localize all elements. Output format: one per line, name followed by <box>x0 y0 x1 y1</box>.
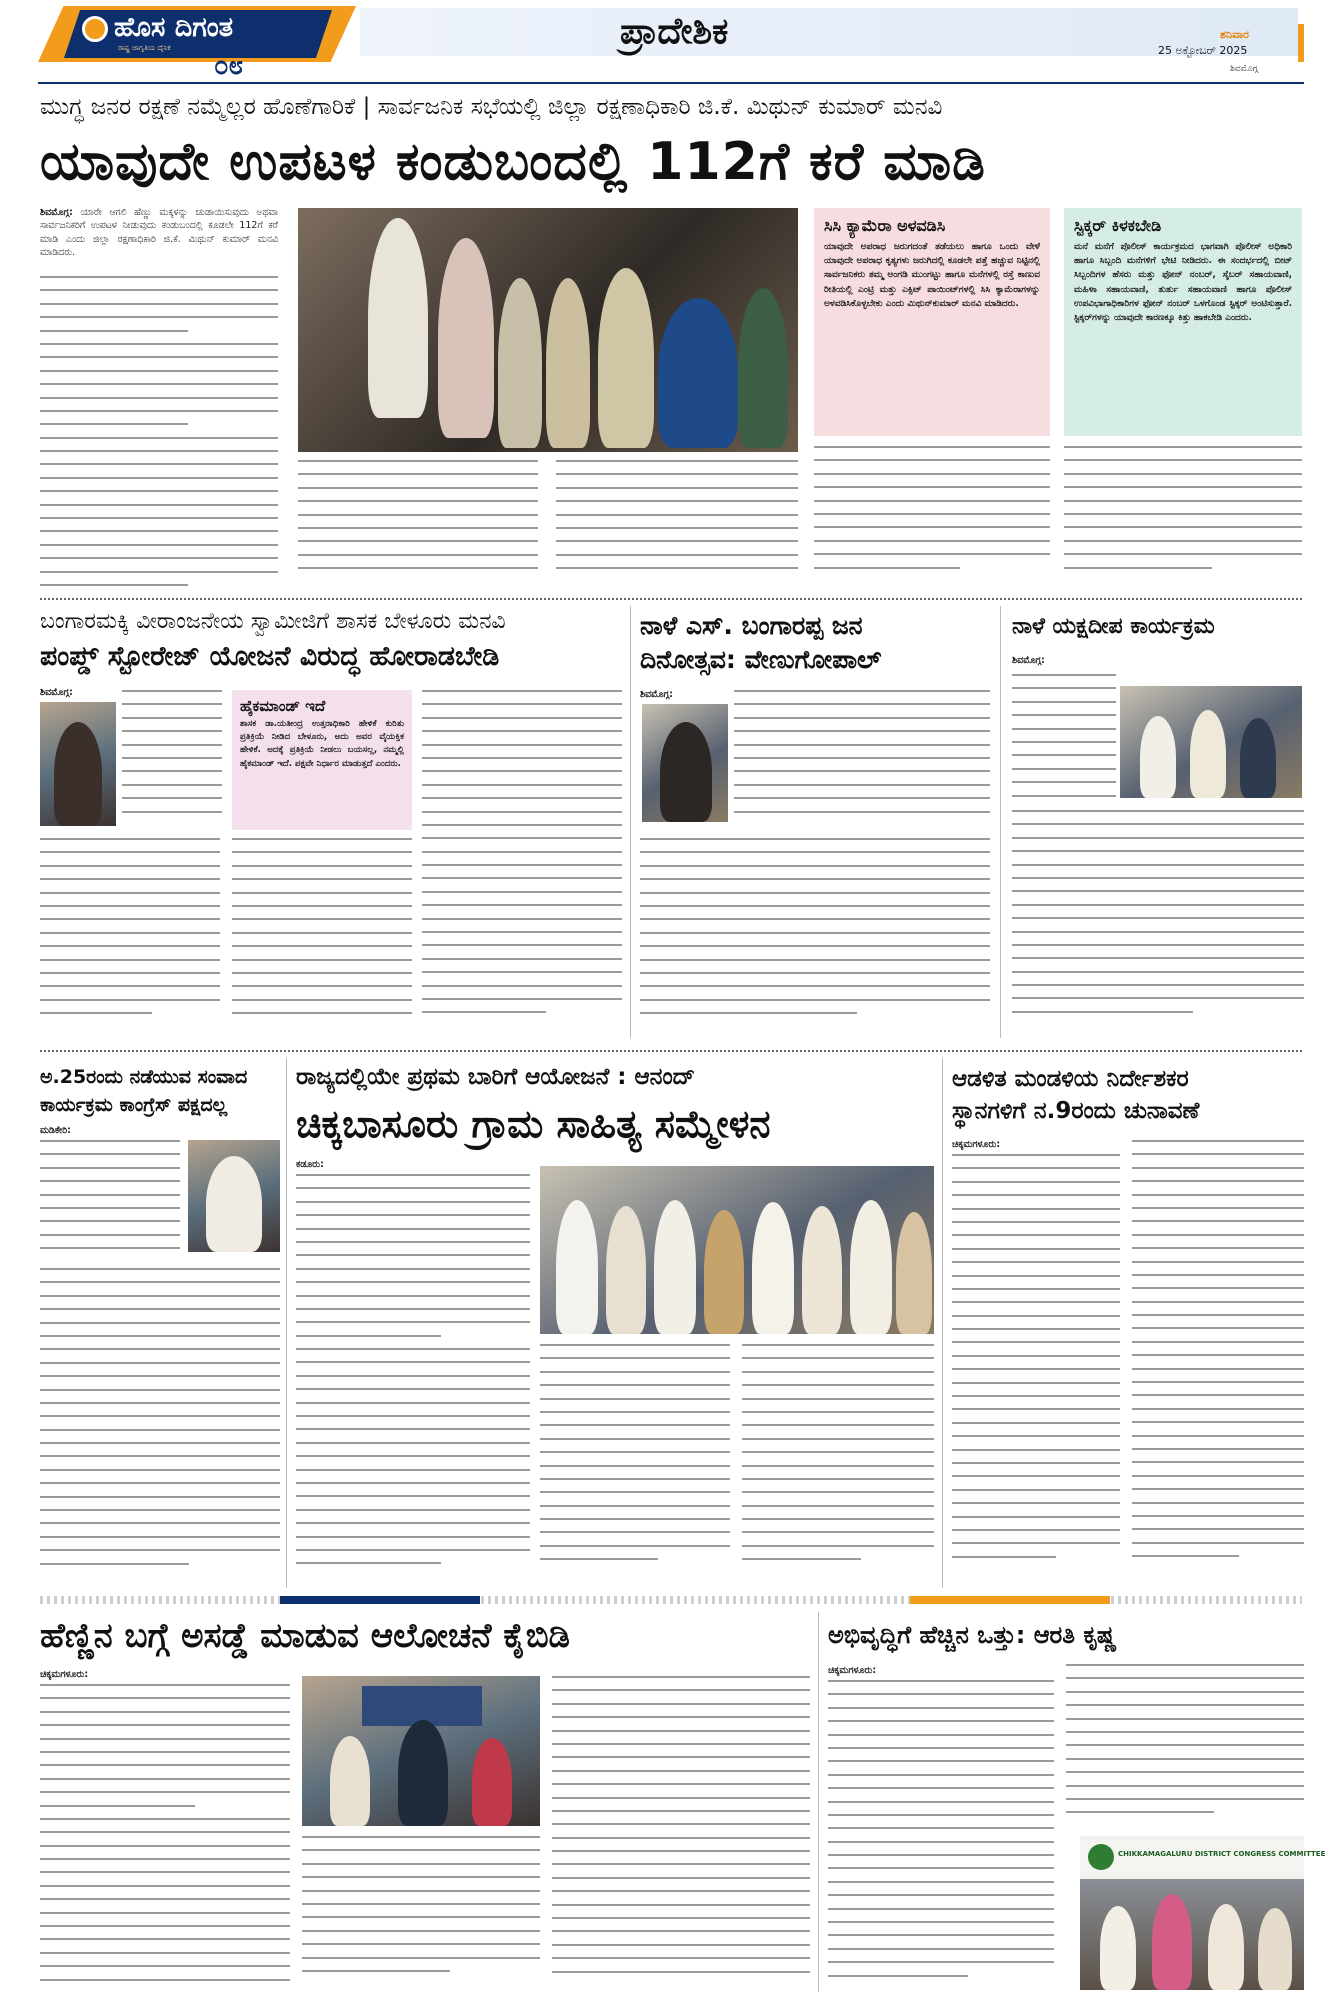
city-label: ಶಿವಮೊಗ್ಗ <box>1230 64 1258 74</box>
lead-kicker: ಮುಗ್ಧ ಜನರ ರಕ್ಷಣೆ ನಮ್ಮೆಲ್ಲರ ಹೊಣೆಗಾರಿಕೆ | ಸಾರ್ವಜನಿಕ ಸಭೆಯಲ್ಲಿ ಜಿಲ್ಲಾ ರಕ್ಷಣಾಧಿಕಾರಿ ಜಿ.ಕೆ. ಮಿಥುನ್ ಕುಮಾರ್ ಮನವಿ <box>40 94 943 120</box>
bangarappa-headline-2: ದಿನೋತ್ಸವ: ವೇಣುಗೋಪಾಲ್ <box>640 645 882 674</box>
divider-1 <box>40 598 1302 600</box>
pump-box-body: ಶಾಸಕ ಡಾ.ಯತೀಂದ್ರ ಉತ್ತರಾಧಿಕಾರಿ ಹೇಳಿಕೆ ಕುರಿತು ಪ್ರತಿಕ್ರಿಯೆ ನೀಡಿದ ಬೇಳೂರು, ಅದು ಅವರ ವೈಯಕ್ತಿಕ ಹೇಳಿಕೆ. ಅದಕ್ಕೆ ಪ್ರತಿಕ್ರಿಯೆ ನೀಡಲು ಬಯಸಲ್ಲ, ನಮ್ಮಲ್ಲಿ ಹೈಕಮಾಂಡ್ ಇದೆ. ಪಕ್ಷವೇ ನಿರ್ಧಾರ ಮಾಡುತ್ತದೆ ಎಂದರು. <box>240 719 404 769</box>
sahitya-kicker: ರಾಜ್ಯದಲ್ಲಿಯೇ ಪ್ರಥಮ ಬಾರಿಗೆ ಆಯೋಜನೆ : ಆನಂದ್ <box>296 1064 695 1090</box>
box-cctv-title: ಸಿಸಿ ಕ್ಯಾಮೆರಾ ಅಳವಡಿಸಿ <box>824 216 946 235</box>
lead-body-col1 <box>40 276 278 586</box>
sahitya-body-col1 <box>296 1174 530 1586</box>
lead-body-col3 <box>556 460 798 586</box>
yakshadeepa-dateline: ಶಿವಮೊಗ್ಗ: <box>1012 655 1045 666</box>
bangarappa-photo <box>642 704 728 822</box>
pump-headline-2: ಪಂಪ್ಡ್ ಸ್ಟೋರೇಜ್ ಯೋಜನೆ ವಿರುದ್ಧ ಹೋರಾಡಬೇಡಿ <box>40 641 500 672</box>
yakshadeepa-headline: ನಾಳೆ ಯಕ್ಷದೀಪ ಕಾರ್ಯಕ್ರಮ <box>1012 614 1215 639</box>
date-rule <box>1298 24 1304 62</box>
samvada-dateline: ಮಡಿಕೇರಿ: <box>40 1125 71 1136</box>
dev-body-col2 <box>1066 1664 1304 1824</box>
dev-dateline: ಚಿಕ್ಕಮಗಳೂರು: <box>828 1665 877 1676</box>
vrule-2 <box>1000 606 1001 1038</box>
date-label: 25 ಅಕ್ಟೋಬರ್ 2025 <box>1158 44 1248 57</box>
day-label: ಶನಿವಾರ <box>1220 28 1249 41</box>
sahitya-body-col3 <box>742 1344 934 1586</box>
lead-intro <box>40 206 278 270</box>
pump-body-col3 <box>422 690 622 1038</box>
yakshadeepa-body-col2 <box>1012 810 1304 1038</box>
dev-banner-text: CHIKKAMAGALURU DISTRICT CONGRESS COMMITTEE <box>1118 1850 1326 1858</box>
election-body-col1 <box>952 1154 1120 1586</box>
section-title: ಪ್ರಾದೇಶಿಕ <box>620 11 729 52</box>
pump-dateline: ಶಿವಮೊಗ್ಗ: <box>40 687 73 698</box>
pump-mla-photo <box>40 702 116 826</box>
logo-icon <box>82 16 108 42</box>
bangarappa-headline-1: ನಾಳೆ ಎಸ್. ಬಂಗಾರಪ್ಪ ಜನ <box>640 611 863 640</box>
sahitya-headline: ಚಿಕ್ಕಬಾಸೂರು ಗ್ರಾಮ ಸಾಹಿತ್ಯ ಸಮ್ಮೇಳನ <box>296 1102 771 1146</box>
logo-text: ಹೊಸ ದಿಗಂತ <box>114 12 234 43</box>
lead-photo <box>298 208 798 452</box>
lead-body-col5 <box>1064 446 1302 586</box>
samvada-headline-1: ಅ.25ರಂದು ನಡೆಯುವ ಸಂವಾದ <box>40 1066 248 1088</box>
box-sticker-body: ಮನೆ ಮನೆಗೆ ಪೊಲೀಸ್ ಕಾರ್ಯಕ್ರಮದ ಭಾಗವಾಗಿ ಪೊಲೀಸ್ ಅಧಿಕಾರಿ ಹಾಗೂ ಸಿಬ್ಬಂದಿ ಮನೆಗಳಿಗೆ ಭೇಟಿ ನೀಡಿದರು. ಈ ಸಂದರ್ಭದಲ್ಲಿ ಬೀಟ್ ಸಿಬ್ಬಂದಿಗಳ ಹೆಸರು ಮತ್ತು ಫೋನ್ ನಂಬರ್, ಸೈಬರ್ ಸಹಾಯವಾಣಿ, ಮಹಿಳಾ ಸಹಾಯವಾಣಿ, ತುರ್ತು ಸಹಾಯವಾಣಿ ಹಾಗೂ ಪೊಲೀಸ್ ಉಪವಿಭಾಗಾಧಿಕಾರಿಗಳ ಫೋನ್ ನಂಬರ್ ಒಳಗೊಂಡ ಸ್ಟಿಕ್ಕರ್ ಅಂಟಿಸುತ್ತಾರೆ. ಸ್ಟಿಕ್ಕರ್‌ಗಳನ್ನು ಯಾವುದೇ ಕಾರಣಕ್ಕೂ ಕಿತ್ತು ಹಾಕಬೇಡಿ ಎಂದರು. <box>1074 242 1292 324</box>
page-number: ೦೮ <box>214 51 244 81</box>
section-bar-blue <box>280 1596 480 1604</box>
dev-headline: ಅಭಿವೃದ್ಧಿಗೆ ಹೆಚ್ಚಿನ ಒತ್ತು: ಆರತಿ ಕೃಷ್ಣ <box>828 1621 1117 1649</box>
election-dateline: ಚಿಕ್ಕಮಗಳೂರು: <box>952 1139 1001 1150</box>
pump-box-title: ಹೈಕಮಾಂಡ್ ಇದೆ <box>240 697 326 715</box>
election-body-col2 <box>1132 1140 1304 1586</box>
sahitya-body-col2 <box>540 1344 730 1586</box>
dev-photo <box>1080 1836 1326 1990</box>
samvada-body-col2 <box>40 1268 280 1586</box>
pump-body-col1b <box>40 838 220 1038</box>
women-photo <box>302 1676 540 1826</box>
lead-body-col4 <box>814 446 1050 586</box>
samvada-body-col1 <box>40 1140 180 1260</box>
lead-body-col2 <box>298 460 538 586</box>
section-bar-orange <box>910 1596 1110 1604</box>
women-body-col1 <box>40 1684 290 1990</box>
samvada-headline-2: ಕಾರ್ಯಕ್ರಮ ಕಾಂಗ್ರೆಸ್ ಪಕ್ಷದಲ್ಲ <box>40 1094 228 1116</box>
divider-2 <box>40 1050 1302 1052</box>
lead-intro-text: ಯಾರೇ ಆಗಲಿ ಹೆಣ್ಣು ಮಕ್ಕಳನ್ನು ಚುಡಾಯಿಸುವುದು ಅಥವಾ ಸಾರ್ವಜನಿಕರಿಗೆ ಉಪಟಳ ನೀಡುವುದು ಕಂಡುಬಂದಲ್ಲಿ ಕೂಡಲೇ 112ಗೆ ಕರೆ ಮಾಡಿ ಎಂದು ಜಿಲ್ಲಾ ರಕ್ಷಣಾಧಿಕಾರಿ ಜಿ.ಕೆ. ಮಿಥುನ್ ಕುಮಾರ್ ಮನವಿ ಮಾಡಿದರು. <box>40 207 278 259</box>
dev-banner <box>1080 1840 1326 1874</box>
vrule-1 <box>630 606 631 1038</box>
box-cctv <box>814 208 1050 436</box>
sahitya-dateline: ಕಡೂರು: <box>296 1159 324 1170</box>
bangarappa-body-col2 <box>640 838 990 1038</box>
pump-body-col2 <box>232 838 412 1038</box>
samvada-photo <box>188 1140 280 1252</box>
women-body-col2 <box>302 1836 540 1990</box>
vrule-4 <box>942 1058 943 1588</box>
pump-box <box>232 690 412 830</box>
vrule-3 <box>286 1058 287 1588</box>
lead-dateline: ಶಿವಮೊಗ್ಗ: <box>40 207 73 218</box>
bangarappa-body-col1 <box>734 690 990 830</box>
header-rule <box>38 82 1304 84</box>
vrule-5 <box>818 1612 819 1992</box>
bangarappa-dateline: ಶಿವಮೊಗ್ಗ: <box>640 689 673 700</box>
lead-headline: ಯಾವುದೇ ಉಪಟಳ ಕಂಡುಬಂದಲ್ಲಿ 112ಗೆ ಕರೆ ಮಾಡಿ <box>40 132 986 192</box>
masthead <box>0 0 1339 84</box>
box-sticker <box>1064 208 1302 436</box>
logo-tagline: ರಾಷ್ಟ್ರ ಜಾಗೃತಿಯ ದೈನಿಕ <box>118 44 171 52</box>
sahitya-photo <box>540 1166 934 1334</box>
women-headline: ಹೆಣ್ಣಿನ ಬಗ್ಗೆ ಅಸಡ್ಡೆ ಮಾಡುವ ಆಲೋಚನೆ ಕೈಬಿಡಿ <box>40 1616 570 1656</box>
dev-body-col1 <box>828 1680 1054 1990</box>
women-dateline: ಚಿಕ್ಕಮಗಳೂರು: <box>40 1669 89 1680</box>
box-sticker-title: ಸ್ಟಿಕ್ಕರ್ ಕಿಳಕಬೇಡಿ <box>1074 216 1162 235</box>
pump-body-col1 <box>122 690 222 830</box>
election-headline-1: ಆಡಳಿತ ಮಂಡಳಿಯ ನಿರ್ದೇಶಕರ <box>952 1066 1189 1092</box>
pump-headline-1: ಬಂಗಾರಮಕ್ಕಿ ವೀರಾಂಜನೇಯ ಸ್ವಾಮೀಜಿಗೆ ಶಾಸಕ ಬೇಳೂರು ಮನವಿ <box>40 609 506 634</box>
election-headline-2: ಸ್ಥಾನಗಳಿಗೆ ನ.9ರಂದು ಚುನಾವಣೆ <box>952 1098 1200 1124</box>
box-cctv-body: ಯಾವುದೇ ಅಪರಾಧ ಜರುಗದಂತೆ ತಡೆಯಲು ಹಾಗೂ ಒಂದು ವೇಳೆ ಯಾವುದೇ ಅಪರಾಧ ಕೃತ್ಯಗಳು ಜರುಗಿದಲ್ಲಿ ಕೂಡಲೇ ಪತ್ತೆ ಹಚ್ಚುವ ನಿಟ್ಟಿನಲ್ಲಿ ಸಾರ್ವಜನಿಕರು ತಮ್ಮ ಅಂಗಡಿ ಮುಂಗಟ್ಟು ಹಾಗೂ ಮನೆಗಳಲ್ಲಿ ರಸ್ತೆ ಕಾಣುವ ರೀತಿಯಲ್ಲಿ ಎಂಟ್ರಿ ಮತ್ತು ಎಕ್ಸಿಟ್ ಪಾಯಿಂಟ್‌ಗಳಲ್ಲಿ ಸಿಸಿ ಕ್ಯಾಮೆರಾಗಳನ್ನು ಅಳವಡಿಸಿಕೊಳ್ಳಬೇಕು ಎಂದು ಮಿಥುನ್‌ಕುಮಾರ್ ಮನವಿ ಮಾಡಿದರು. <box>824 242 1040 309</box>
women-body-col3 <box>552 1676 810 1990</box>
yakshadeepa-photo <box>1120 686 1302 798</box>
section-bar <box>40 1596 1302 1604</box>
yakshadeepa-body-col1 <box>1012 674 1116 804</box>
